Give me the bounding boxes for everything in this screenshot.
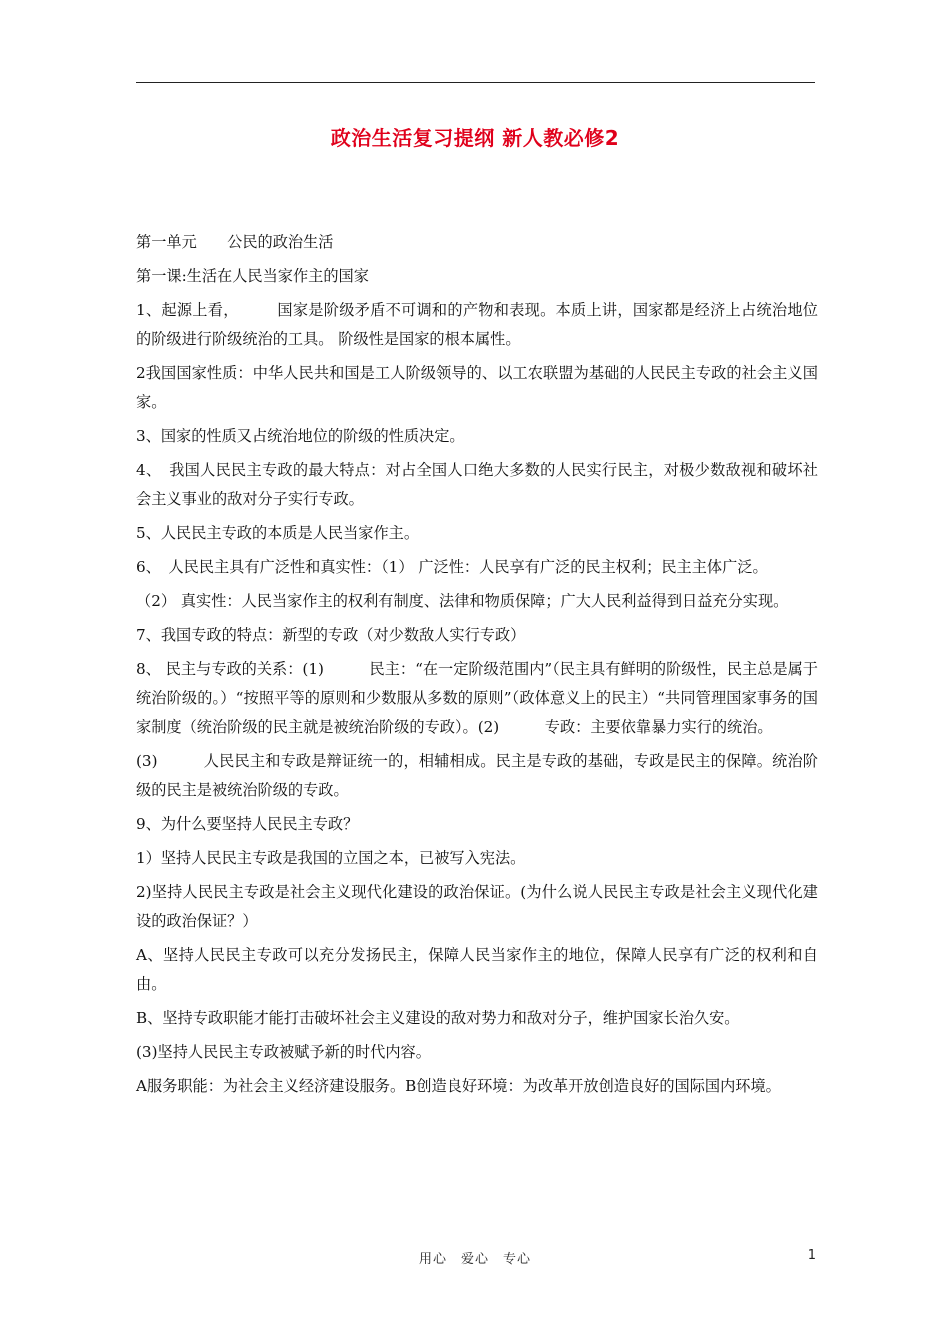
paragraph: 3、国家的性质又占统治地位的阶级的性质决定。 (136, 427, 465, 445)
paragraph: 7、我国专政的特点：新型的专政（对少数敌人实行专政） (136, 626, 526, 644)
paragraph: 2)坚持人民民主专政是社会主义现代化建设的政治保证。(为什么说人民民主专政是社会主义现代化建设的政治保证？） (136, 883, 818, 930)
paragraph: 9、为什么要坚持人民民主专政？ (136, 815, 359, 833)
paragraph: （2） 真实性：人民当家作主的权利有制度、法律和物质保障；广大人民利益得到日益充分实现。 (136, 592, 789, 610)
paragraph: 1）坚持人民民主专政是我国的立国之本，已被写入宪法。 (136, 849, 526, 867)
document-title: 政治生活复习提纲 新人教必修2 (330, 126, 620, 150)
page-number: 1 (807, 1248, 816, 1263)
paragraph: (3)坚持人民民主专政被赋予新的时代内容。 (136, 1043, 431, 1061)
paragraph: 4、 我国人民民主专政的最大特点：对占全国人口绝大多数的人民实行民主，对极少数敌视和破坏社会主义事业的敌对分子实行专政。 (136, 461, 818, 508)
paragraph: A、坚持人民民主专政可以充分发扬民主，保障人民当家作主的地位，保障人民享有广泛的权利和自由。 (136, 946, 818, 993)
paragraph: 5、人民民主专政的本质是人民当家作主。 (136, 524, 420, 542)
footer-motto: 用心 爱心 专心 (418, 1252, 531, 1267)
paragraph: 8、 民主与专政的关系：(1) 民主：“在一定阶级范围内”（民主具有鲜明的阶级性，民主总是属于统治阶级的。）“按照平等的原则和少数服从多数的原则”（政体意义上的民主）“共同管理国家事务的国家制度（统治阶级的民主就是被统治阶级的专政）。(2) 专政：主要依靠暴力实行的统治。 (136, 660, 818, 736)
unit-heading: 第一单元 公民的政治生活 (136, 233, 334, 251)
paragraph: B、坚持专政职能才能打击破坏社会主义建设的敌对势力和敌对分子，维护国家长治久安。 (136, 1009, 740, 1027)
paragraph: 1、起源上看， 国家是阶级矛盾不可调和的产物和表现。本质上讲，国家都是经济上占统治地位的阶级进行阶级统治的工具。 阶级性是国家的根本属性。 (136, 301, 818, 348)
paragraph: A服务职能：为社会主义经济建设服务。B创造良好环境：为改革开放创造良好的国际国内环境。 (136, 1077, 781, 1095)
document-body (136, 228, 818, 1106)
paragraph: (3) 人民民主和专政是辩证统一的，相辅相成。民主是专政的基础，专政是民主的保障。统治阶级的民主是被统治阶级的专政。 (136, 752, 818, 799)
paragraph: 6、 人民民主具有广泛性和真实性：（1） 广泛性：人民享有广泛的民主权利；民主主体广泛。 (136, 558, 768, 576)
paragraph: 2我国国家性质：中华人民共和国是工人阶级领导的、以工农联盟为基础的人民民主专政的社会主义国家。 (136, 364, 818, 411)
lesson-heading: 第一课:生活在人民当家作主的国家 (136, 267, 369, 285)
header-rule (136, 82, 815, 83)
